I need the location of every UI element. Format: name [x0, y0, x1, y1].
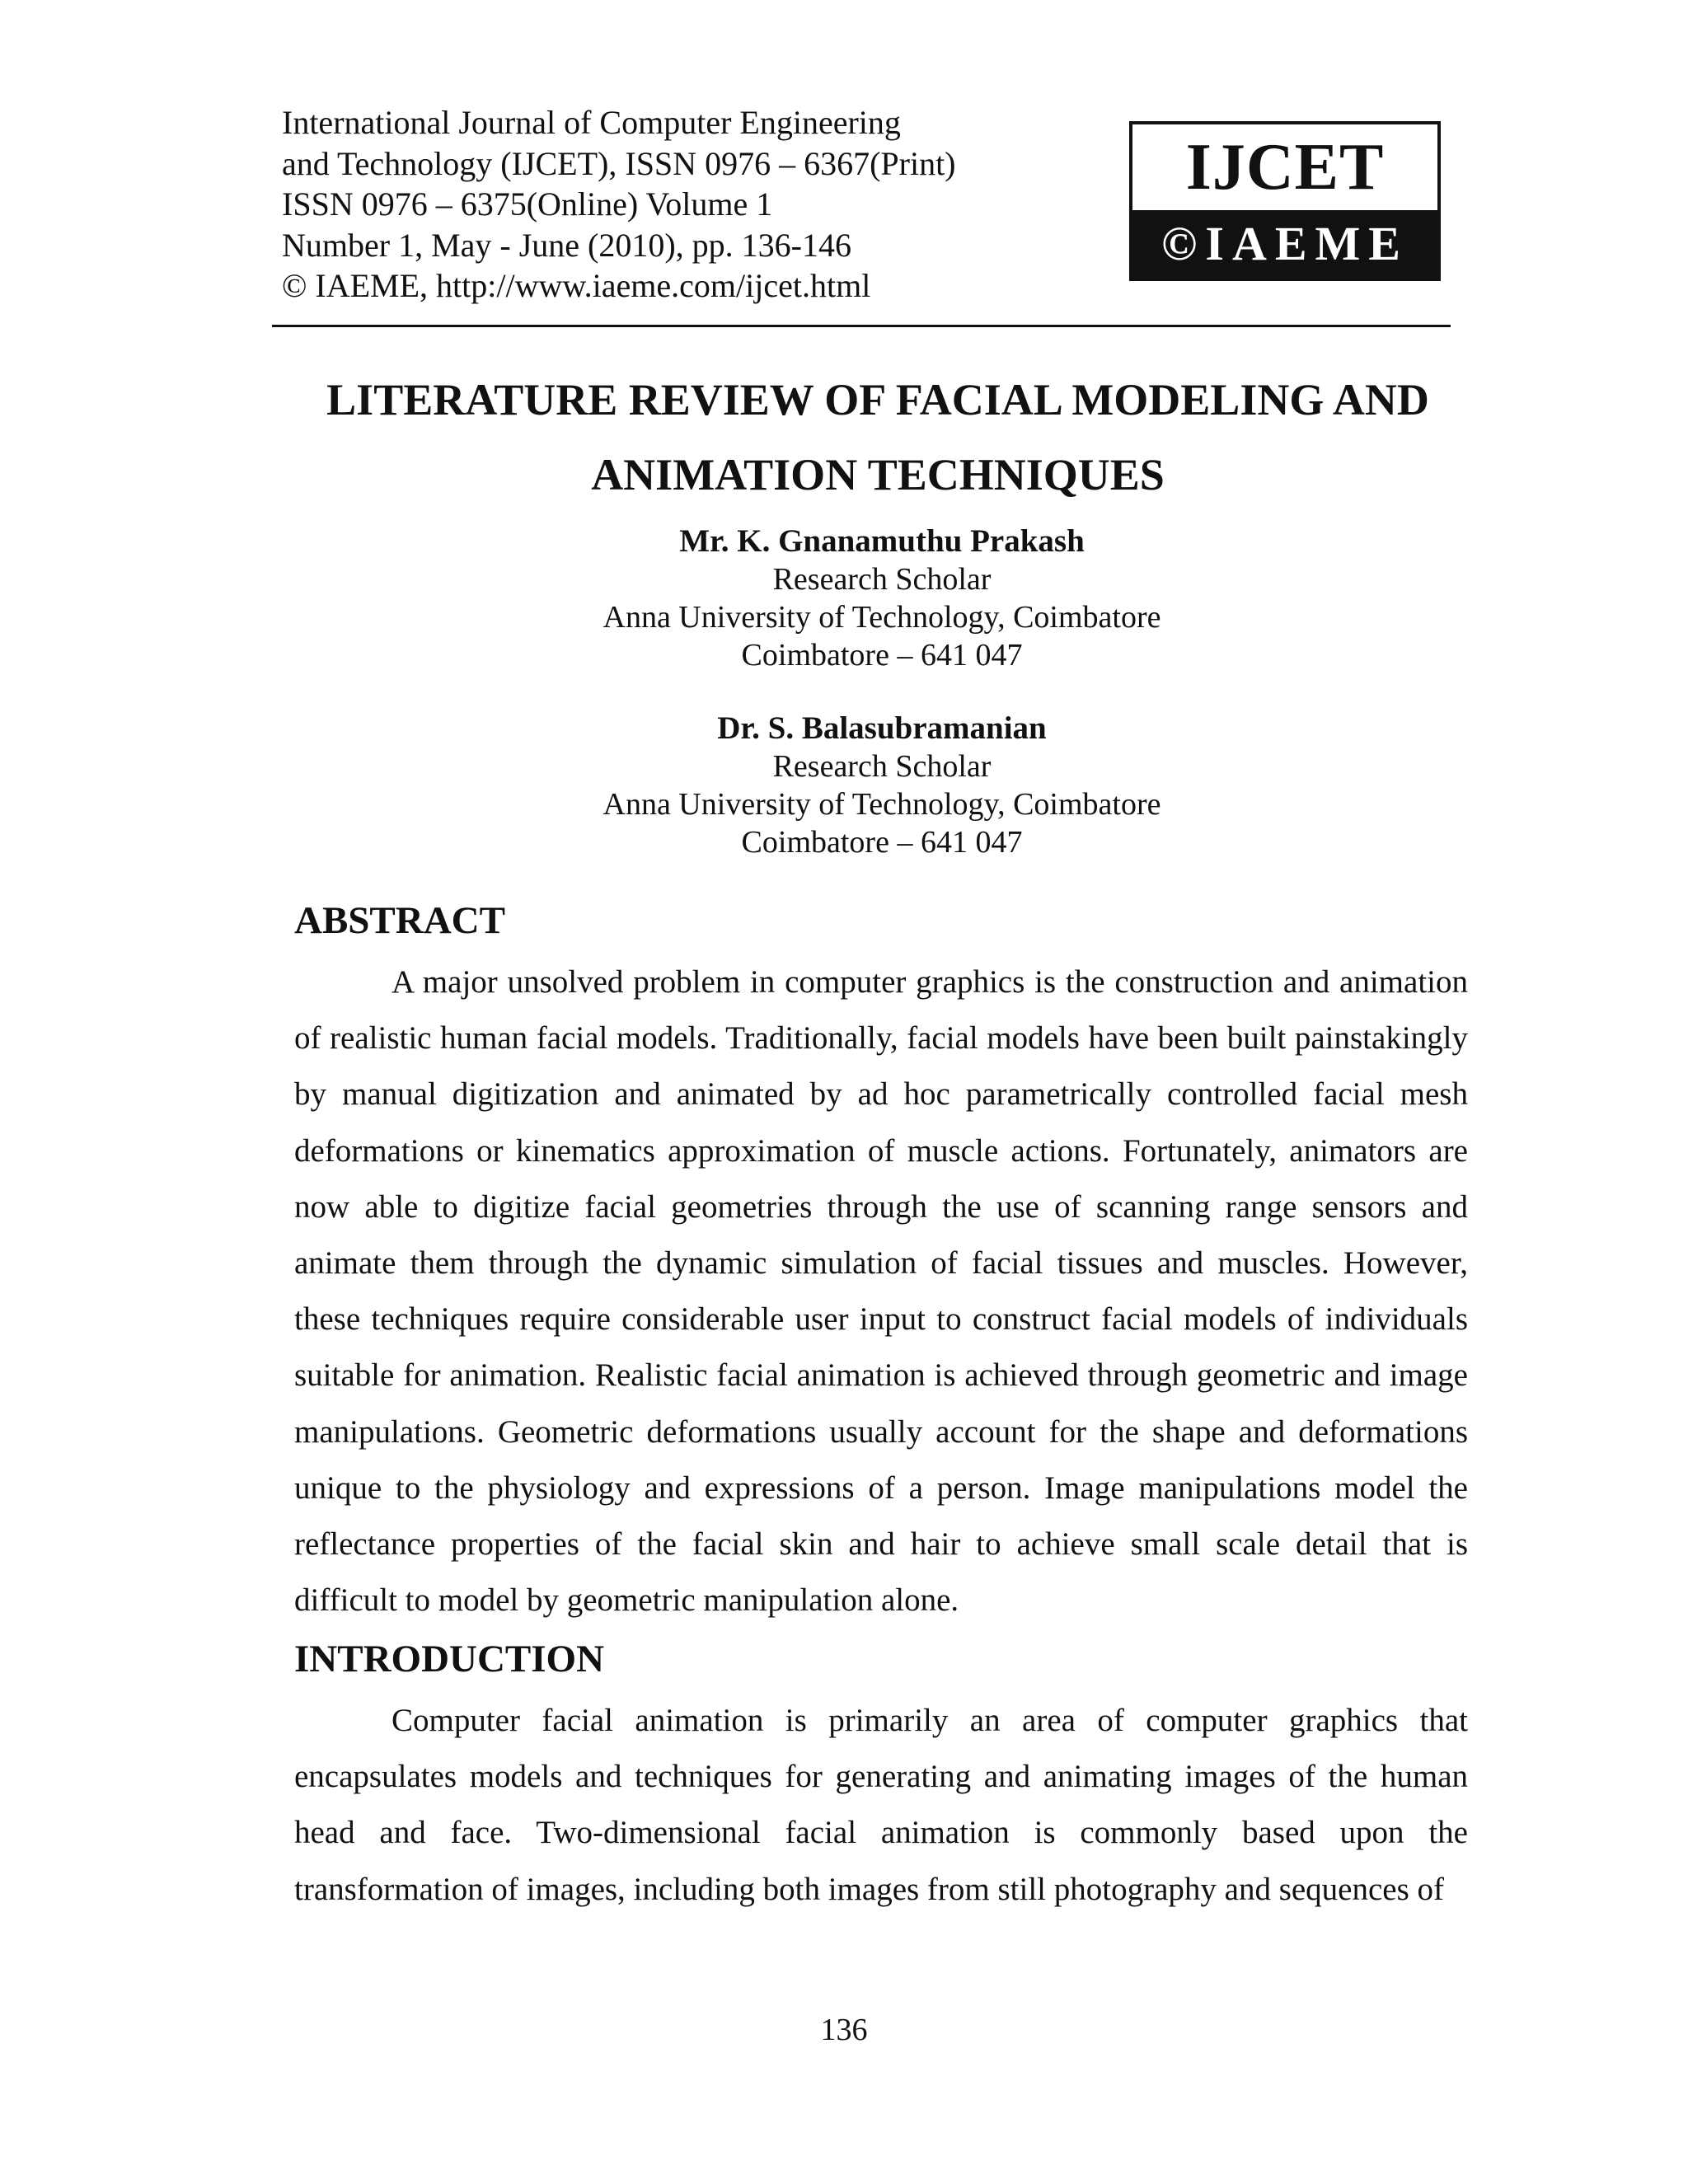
- paper-title-line: LITERATURE REVIEW OF FACIAL MODELING AND: [326, 375, 1429, 424]
- journal-header-line: International Journal of Computer Engineering: [282, 104, 901, 141]
- paper-title-line: ANIMATION TECHNIQUES: [591, 450, 1165, 499]
- journal-logo: [1129, 121, 1441, 281]
- paper-title: [198, 363, 1558, 513]
- introduction-heading: INTRODUCTION: [294, 1638, 605, 1680]
- author-name: Mr. K. Gnanamuthu Prakash: [679, 523, 1085, 559]
- journal-header-line: © IAEME, http://www.iaeme.com/ijcet.html: [282, 267, 871, 304]
- introduction-text: Computer facial animation is primarily an area of computer graphics that encapsulates models and techniques for generating and animating images of the human head and face. Two-dimensional facial animation is commonly based upon the transformation of images, including both images from still photography and sequences of: [294, 1703, 1468, 1907]
- author-block: [445, 523, 1319, 674]
- author-affiliation: Anna University of Technology, Coimbatore: [603, 787, 1161, 822]
- author-role: Research Scholar: [772, 562, 992, 597]
- journal-header-line: Number 1, May - June (2010), pp. 136-146: [282, 226, 851, 264]
- author-name: Dr. S. Balasubramanian: [717, 710, 1047, 746]
- page-number: 136: [820, 2013, 868, 2047]
- journal-header-line: and Technology (IJCET), ISSN 0976 – 6367(Print): [282, 144, 956, 182]
- author-affiliation: Anna University of Technology, Coimbatore: [603, 600, 1161, 635]
- header-divider: [272, 325, 1451, 327]
- abstract-text: A major unsolved problem in computer graphics is the construction and animation of realistic human facial models. Traditionally, facial models have been built painstakingly by manual digitization and animated by ad hoc parametrically controlled facial mesh deformations or kinematics approximation of muscle actions. Fortunately, animators are now able to digitize facial geometries through the use of scanning range sensors and animate them through the dynamic simulation of facial tissues and muscles. However, these techniques require considerable user input to construct facial models of individuals suitable for animation. Realistic facial animation is achieved through geometric and image manipulations. Geometric deformations usually account for the shape and deformations unique to the physiology and expressions of a person. Image manipulations model the reflectance properties of the facial skin and hair to achieve small scale detail that is difficult to model by geometric manipulation alone.: [294, 964, 1468, 1619]
- journal-header: [282, 102, 1057, 307]
- author-address: Coimbatore – 641 047: [741, 825, 1023, 860]
- author-role: Research Scholar: [772, 749, 992, 784]
- author-block: [445, 710, 1319, 861]
- logo-title: IJCET: [1185, 131, 1385, 204]
- abstract-heading: ABSTRACT: [294, 899, 505, 942]
- logo-subtitle: ©IAEME: [1132, 210, 1437, 278]
- journal-header-line: ISSN 0976 – 6375(Online) Volume 1: [282, 185, 773, 223]
- author-address: Coimbatore – 641 047: [741, 638, 1023, 673]
